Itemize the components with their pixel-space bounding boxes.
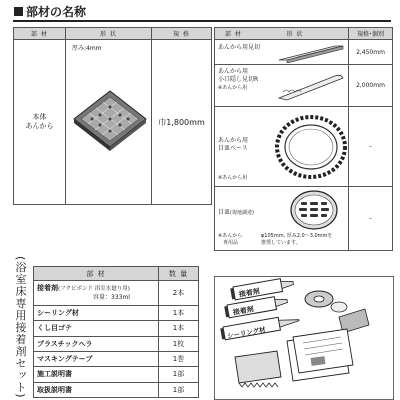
drain-cover-name-sub: (現地調達) [230, 210, 254, 216]
header-part-shape [215, 28, 349, 40]
header-qty-c: 数 量 [159, 267, 199, 281]
masking-tape-name: マスキングテープ [34, 351, 159, 366]
drain-cover-note-line1: ※あんから [218, 233, 243, 239]
install-manual-qty: 1部 [159, 367, 199, 382]
section-title-bar [13, 3, 391, 22]
header-shape: 形 状 [66, 28, 152, 40]
drain-base-row [215, 107, 349, 187]
plastic-spatula-qty: 1枚 [159, 336, 199, 351]
drain-base-name [218, 137, 248, 153]
header-spec: 規 格 [152, 28, 212, 40]
adhesive-set-label: (浴室床専用接着剤セット) [14, 256, 27, 399]
sealant-name: シーリング材 [34, 305, 159, 320]
end-trim-row [215, 65, 349, 107]
tube2-label: 接着剤 [232, 305, 255, 317]
end-trim-note: ※あんから用 [218, 85, 248, 92]
notched-trowel-name: くし目ゴテ [34, 321, 159, 336]
adhesive-set-table [33, 266, 199, 398]
header-part: 部 材 [14, 28, 66, 40]
adhesive-qty: 2本 [159, 281, 199, 306]
user-manual-qty: 1部 [159, 382, 199, 397]
drain-base-spec: – [349, 107, 393, 187]
title-square-icon [14, 7, 23, 16]
edge-trim-spec: 2,450mm [349, 40, 393, 65]
edge-trim-illustration [277, 43, 347, 63]
end-trim-illustration [275, 70, 347, 102]
header-part-c: 部 材 [34, 267, 159, 281]
drain-cover-name [218, 209, 254, 217]
edge-trim-name: あんから用見切 [218, 44, 261, 51]
section-title: 部材の名称 [26, 5, 87, 19]
adhesive-row [34, 281, 159, 306]
drain-cover-dims [261, 233, 332, 247]
install-manual-name: 施工説明書 [34, 367, 159, 382]
plastic-spatula-name: プラスチックヘラ [34, 336, 159, 351]
end-trim-name-line1: あんから用 [218, 68, 249, 75]
header-spec-b: 規格･個別 [349, 28, 393, 40]
sealant-qty: 1本 [159, 305, 199, 320]
shape-cell [66, 40, 152, 205]
adhesive-kit-illustration [214, 276, 394, 400]
part-name-line1: 本体 [32, 112, 47, 121]
end-trim-name [218, 68, 258, 92]
adhesive-sub: (フクビボンド 浴室水廻り用) [58, 285, 130, 292]
end-trim-spec: 2,000mm [349, 65, 393, 107]
notched-trowel-qty: 1本 [159, 321, 199, 336]
drain-cover-name-main: 目皿 [218, 209, 231, 216]
drain-base-name-line2: 目皿ベース [218, 145, 248, 153]
spec-cell: 巾1,800mm [152, 40, 212, 205]
drain-cover-spec: – [349, 187, 393, 251]
drain-base-name-line1: あんから用 [218, 137, 249, 144]
adhesive-name: 接着剤 [37, 283, 58, 292]
drain-cover-note-line2: 専用品 [223, 239, 239, 246]
thickness-note: 厚み:4mm [72, 45, 102, 52]
user-manual-name: 取扱説明書 [34, 382, 159, 397]
drain-cover-dims-line2: 推奨しています。 [261, 239, 301, 246]
drain-base-note: ※あんから用 [218, 175, 248, 181]
anchor-mat-illustration [72, 57, 148, 197]
header-part-b: 部 材 [225, 31, 242, 38]
part-name-line2: あんから [25, 122, 54, 130]
drain-cover-dims-line1: φ105mm, 厚み2.0〜3.0mmを [261, 233, 333, 239]
header-shape-b: 形 状 [286, 31, 304, 38]
tube3-label: シーリング材 [226, 325, 267, 341]
main-part-table [13, 27, 212, 205]
adhesive-volume: 容量：333ml [93, 294, 130, 302]
tube1-label: 接着剤 [238, 287, 261, 299]
accessory-table [214, 27, 393, 251]
drain-base-illustration [275, 113, 347, 181]
end-trim-name-line2: 小口隠し見切R [218, 76, 259, 84]
drain-cover-row [215, 187, 349, 251]
drain-cover-note [218, 233, 242, 247]
drain-cover-illustration [289, 189, 339, 231]
part-name-cell [14, 40, 66, 205]
masking-tape-qty: 1巻 [159, 351, 199, 366]
edge-trim-row [215, 40, 349, 65]
